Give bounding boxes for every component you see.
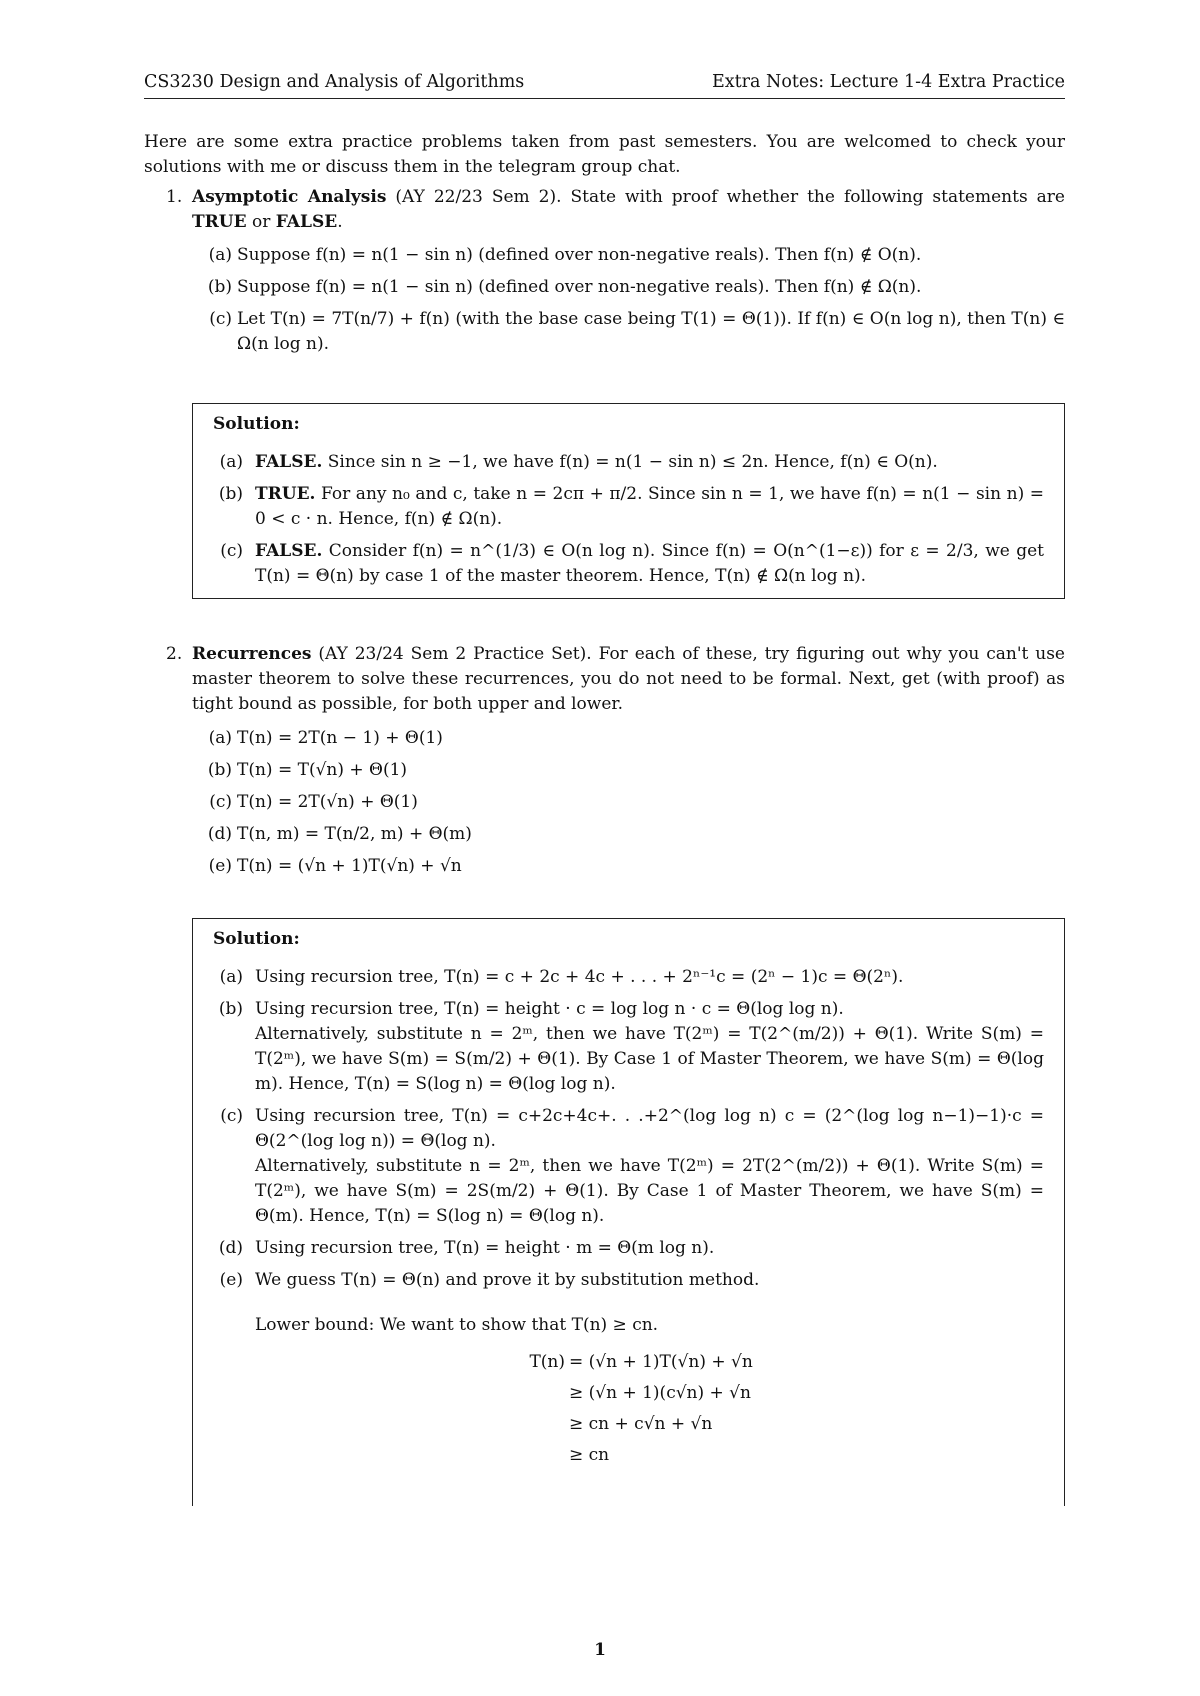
verdict: FALSE. [255, 541, 323, 561]
question-1 [144, 185, 1065, 357]
question-meta: (AY 23/24 Sem 2 Practice Set). For each of these, try figuring out why you can't use master theorem to solve these recurrences, you do not need to be formal. Next, get (with proof) as tight bound as possible, for both upper and lower. [192, 644, 1065, 714]
q2-solution-box [192, 918, 1065, 1506]
running-header [144, 70, 1065, 99]
q1-solution-box [192, 403, 1065, 599]
q2-item-a [192, 726, 1065, 751]
derivation [255, 1350, 1044, 1468]
question-statement [192, 642, 1065, 717]
item-label: (b) [207, 760, 232, 780]
derivation-lhs: T(n) [529, 1352, 565, 1372]
derivation-lhs [255, 1412, 569, 1437]
q1-solution-b [213, 482, 1044, 532]
explanation: Using recursion tree, T(n) = c+2c+4c+. . .+2^(log log n) c = (2^(log log n−1)−1)·c = Θ(2^(log log n)) = Θ(log n). [255, 1106, 1044, 1151]
derivation-rhs: = (√n + 1)T(√n) + √n [569, 1352, 753, 1372]
question-end: . [337, 212, 343, 232]
item-text: T(n) = T(√n) + Θ(1) [237, 760, 408, 780]
question-number: 1. [166, 187, 183, 207]
item-label: (b) [218, 999, 243, 1019]
item-label: (c) [220, 1106, 243, 1126]
notes-title: Extra Notes: Lecture 1-4 Extra Practice [711, 72, 1065, 92]
item-text: Let T(n) = 7T(n/7) + f(n) (with the base case being T(1) = Θ(1)). If f(n) ∈ O(n log n), then T(n) ∈ Ω(n log n). [237, 309, 1065, 354]
alternative-explanation: Alternatively, substitute n = 2ᵐ, then we have T(2ᵐ) = T(2^(m/2)) + Θ(1). Write S(m) = T(2ᵐ), we have S(m) = S(m/2) + Θ(1). By Case 1 of Master Theorem, we have S(m) = Θ(log m). Hence, T(n) = S(log n) = Θ(log log n). [255, 1024, 1044, 1094]
item-label: (a) [219, 452, 243, 472]
item-text: T(n, m) = T(n/2, m) + Θ(m) [237, 824, 472, 844]
derivation-row [255, 1381, 1044, 1406]
course-title: CS3230 Design and Analysis of Algorithms [144, 72, 525, 92]
item-label: (a) [208, 728, 232, 748]
derivation-row [255, 1443, 1044, 1468]
item-text: Suppose f(n) = n(1 − sin n) (defined over non-negative reals). Then f(n) ∉ Ω(n). [237, 277, 922, 297]
explanation: Using recursion tree, T(n) = height · m = Θ(m log n). [255, 1238, 715, 1258]
question-title: Asymptotic Analysis [192, 187, 387, 207]
derivation-rhs: ≥ cn + c√n + √n [569, 1414, 713, 1434]
false-word: FALSE [275, 212, 338, 232]
item-text: T(n) = 2T(n − 1) + Θ(1) [237, 728, 443, 748]
intro-paragraph: Here are some extra practice problems taken from past semesters. You are welcomed to check your solutions with me or discuss them in the telegram group chat. [144, 132, 1065, 177]
verdict: TRUE. [255, 484, 316, 504]
or-word: or [246, 212, 276, 232]
item-label: (d) [218, 1238, 243, 1258]
explanation: Since sin n ≥ −1, we have f(n) = n(1 − sin n) ≤ 2n. Hence, f(n) ∈ O(n). [322, 452, 938, 472]
solution-title: Solution: [213, 414, 300, 434]
q1-solution-a [213, 450, 1044, 475]
item-label: (b) [207, 277, 232, 297]
alternative-explanation: Alternatively, substitute n = 2ᵐ, then we have T(2ᵐ) = 2T(2^(m/2)) + Θ(1). Write S(m) = T(2ᵐ), we have S(m) = 2S(m/2) + Θ(1). By Case 1 of Master Theorem, we have S(m) = Θ(m). Hence, T(n) = S(log n) = Θ(log n). [255, 1156, 1044, 1226]
question-title: Recurrences [192, 644, 312, 664]
question-meta: (AY 22/23 Sem 2). State with proof whether the following statements are [386, 187, 1065, 207]
derivation-rhs: ≥ cn [569, 1445, 610, 1465]
q2-item-c [192, 790, 1065, 815]
item-label: (a) [219, 967, 243, 987]
item-label: (c) [209, 792, 232, 812]
item-label: (c) [209, 309, 232, 329]
page-number: 1 [594, 1640, 606, 1660]
q2-solution-e [213, 1268, 1044, 1293]
explanation: Consider f(n) = n^(1/3) ∈ O(n log n). Since f(n) = O(n^(1−ε)) for ε = 2/3, we get T(n) = Θ(n) by case 1 of the master theorem. Hence, T(n) ∉ Ω(n log n). [255, 541, 1044, 586]
item-text: T(n) = 2T(√n) + Θ(1) [237, 792, 418, 812]
q1-item-a [192, 243, 1065, 268]
question-statement [192, 185, 1065, 235]
verdict: FALSE. [255, 452, 323, 472]
q2-item-d [192, 822, 1065, 847]
item-text: Suppose f(n) = n(1 − sin n) (defined over non-negative reals). Then f(n) ∉ O(n). [237, 245, 922, 265]
derivation-lhs [255, 1443, 569, 1468]
q2-item-e [192, 854, 1065, 879]
item-label: (c) [220, 541, 243, 561]
question-2 [144, 642, 1065, 879]
item-label: (e) [219, 1270, 243, 1290]
question-number: 2. [166, 644, 183, 664]
item-text: T(n) = (√n + 1)T(√n) + √n [237, 856, 462, 876]
item-label: (d) [207, 824, 232, 844]
q1-item-c [192, 307, 1065, 357]
true-word: TRUE [192, 212, 247, 232]
derivation-rhs: ≥ (√n + 1)(c√n) + √n [569, 1383, 751, 1403]
item-label: (a) [208, 245, 232, 265]
explanation: Using recursion tree, T(n) = c + 2c + 4c + . . . + 2ⁿ⁻¹c = (2ⁿ − 1)c = Θ(2ⁿ). [255, 967, 904, 987]
derivation-row [255, 1412, 1044, 1437]
q2-solution-d [213, 1236, 1044, 1261]
q1-item-b [192, 275, 1065, 300]
q2-solution-c [213, 1104, 1044, 1229]
lower-bound-statement: Lower bound: We want to show that T(n) ≥ cn. [255, 1315, 659, 1335]
q1-solution-c [213, 539, 1044, 589]
explanation: We guess T(n) = Θ(n) and prove it by substitution method. [255, 1270, 760, 1290]
item-label: (e) [208, 856, 232, 876]
explanation: Using recursion tree, T(n) = height · c = log log n · c = Θ(log log n). [255, 999, 844, 1019]
derivation-row [255, 1350, 1044, 1375]
q2-solution-b [213, 997, 1044, 1097]
solution-title: Solution: [213, 929, 300, 949]
q2-item-b [192, 758, 1065, 783]
item-label: (b) [218, 484, 243, 504]
derivation-lhs [255, 1381, 569, 1406]
explanation: For any n₀ and c, take n = 2cπ + π/2. Since sin n = 1, we have f(n) = n(1 − sin n) = 0 < c · n. Hence, f(n) ∉ Ω(n). [255, 484, 1044, 529]
q2-solution-a [213, 965, 1044, 990]
